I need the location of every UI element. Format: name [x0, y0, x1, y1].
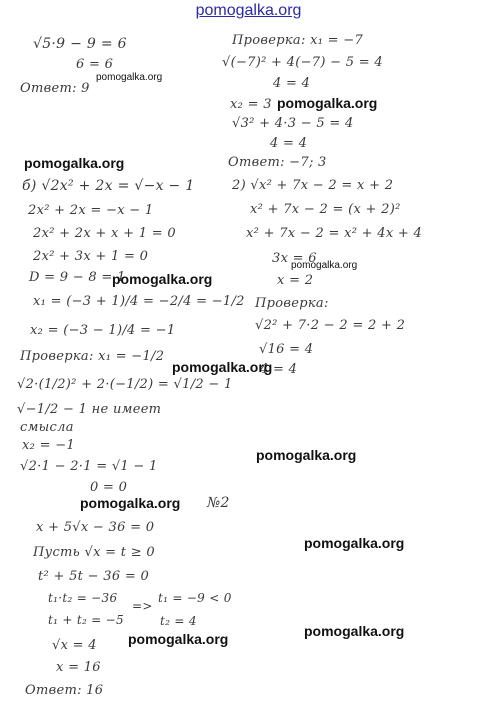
line: Ответ: 16 [25, 683, 104, 698]
line: x = 2 [277, 273, 314, 288]
line: x₂ = 3 [230, 97, 272, 112]
line: 0 = 0 [90, 480, 128, 495]
line: t₁ = −9 < 0 [158, 591, 232, 605]
line: 2x² + 3x + 1 = 0 [33, 249, 149, 264]
watermark: pomogalka.org [304, 623, 405, 639]
watermark: pomogalka.org [304, 535, 405, 551]
line: x² + 7x − 2 = x² + 4x + 4 [246, 226, 423, 241]
line: √2² + 7·2 − 2 = 2 + 2 [255, 318, 406, 333]
line: 2) √x² + 7x − 2 = x + 2 [232, 178, 394, 193]
line: t² + 5t − 36 = 0 [38, 569, 150, 584]
line: Проверка: [255, 296, 329, 311]
line: x = 16 [56, 660, 101, 675]
watermark: pomogalka.org [96, 72, 163, 83]
line: √2·(1/2)² + 2·(−1/2) = √1/2 − 1 [17, 377, 233, 392]
line: Ответ: −7; 3 [228, 155, 327, 170]
line: √(−7)² + 4(−7) − 5 = 4 [222, 55, 383, 70]
line: t₂ = 4 [160, 614, 197, 628]
line: x₂ = −1 [22, 438, 75, 453]
line: √5·9 − 9 = 6 [33, 36, 127, 52]
line: 6 = 6 [76, 57, 114, 72]
line: x₁ = (−3 + 1)/4 = −2/4 = −1/2 [33, 294, 245, 309]
line: x + 5√x − 36 = 0 [36, 520, 155, 535]
line: Ответ: 9 [20, 81, 90, 96]
watermark: pomogalka.org [24, 155, 125, 171]
line: Проверка: x₁ = −7 [232, 33, 364, 48]
problem-number: №2 [207, 495, 230, 511]
watermark: pomogalka.org [172, 359, 273, 375]
watermark: pomogalka.org [291, 260, 358, 271]
line: √16 = 4 [259, 342, 314, 357]
line: √2·1 − 2·1 = √1 − 1 [20, 459, 158, 474]
watermark: pomogalka.org [277, 95, 378, 111]
line: => [132, 599, 153, 613]
line: t₁·t₂ = −36 [48, 591, 118, 605]
site-header-link[interactable]: pomogalka.org [195, 2, 302, 19]
line: D = 9 − 8 = 1 [29, 270, 126, 285]
line: смысла [20, 420, 74, 435]
line: б) √2x² + 2x = √−x − 1 [22, 178, 195, 194]
line: Проверка: x₁ = −1/2 [20, 349, 165, 364]
line: 4 = 4 [273, 76, 311, 91]
line: 4 = 4 [260, 362, 298, 377]
line: √−1/2 − 1 не имеет [17, 402, 162, 417]
line: Пусть √x = t ≥ 0 [33, 545, 155, 560]
line: 4 = 4 [270, 136, 308, 151]
watermark: pomogalka.org [128, 631, 229, 647]
line: √x = 4 [52, 638, 97, 653]
line: 2x² + 2x = −x − 1 [28, 203, 154, 218]
watermark: pomogalka.org [112, 271, 213, 287]
line: x² + 7x − 2 = (x + 2)² [250, 202, 401, 217]
watermark: pomogalka.org [256, 447, 357, 463]
line: t₁ + t₂ = −5 [48, 613, 124, 627]
line: x₂ = (−3 − 1)/4 = −1 [30, 323, 176, 338]
watermark: pomogalka.org [80, 495, 181, 511]
line: √3² + 4·3 − 5 = 4 [232, 116, 354, 131]
line: 2x² + 2x + x + 1 = 0 [33, 226, 176, 241]
line: 3x = 6 [272, 251, 317, 266]
